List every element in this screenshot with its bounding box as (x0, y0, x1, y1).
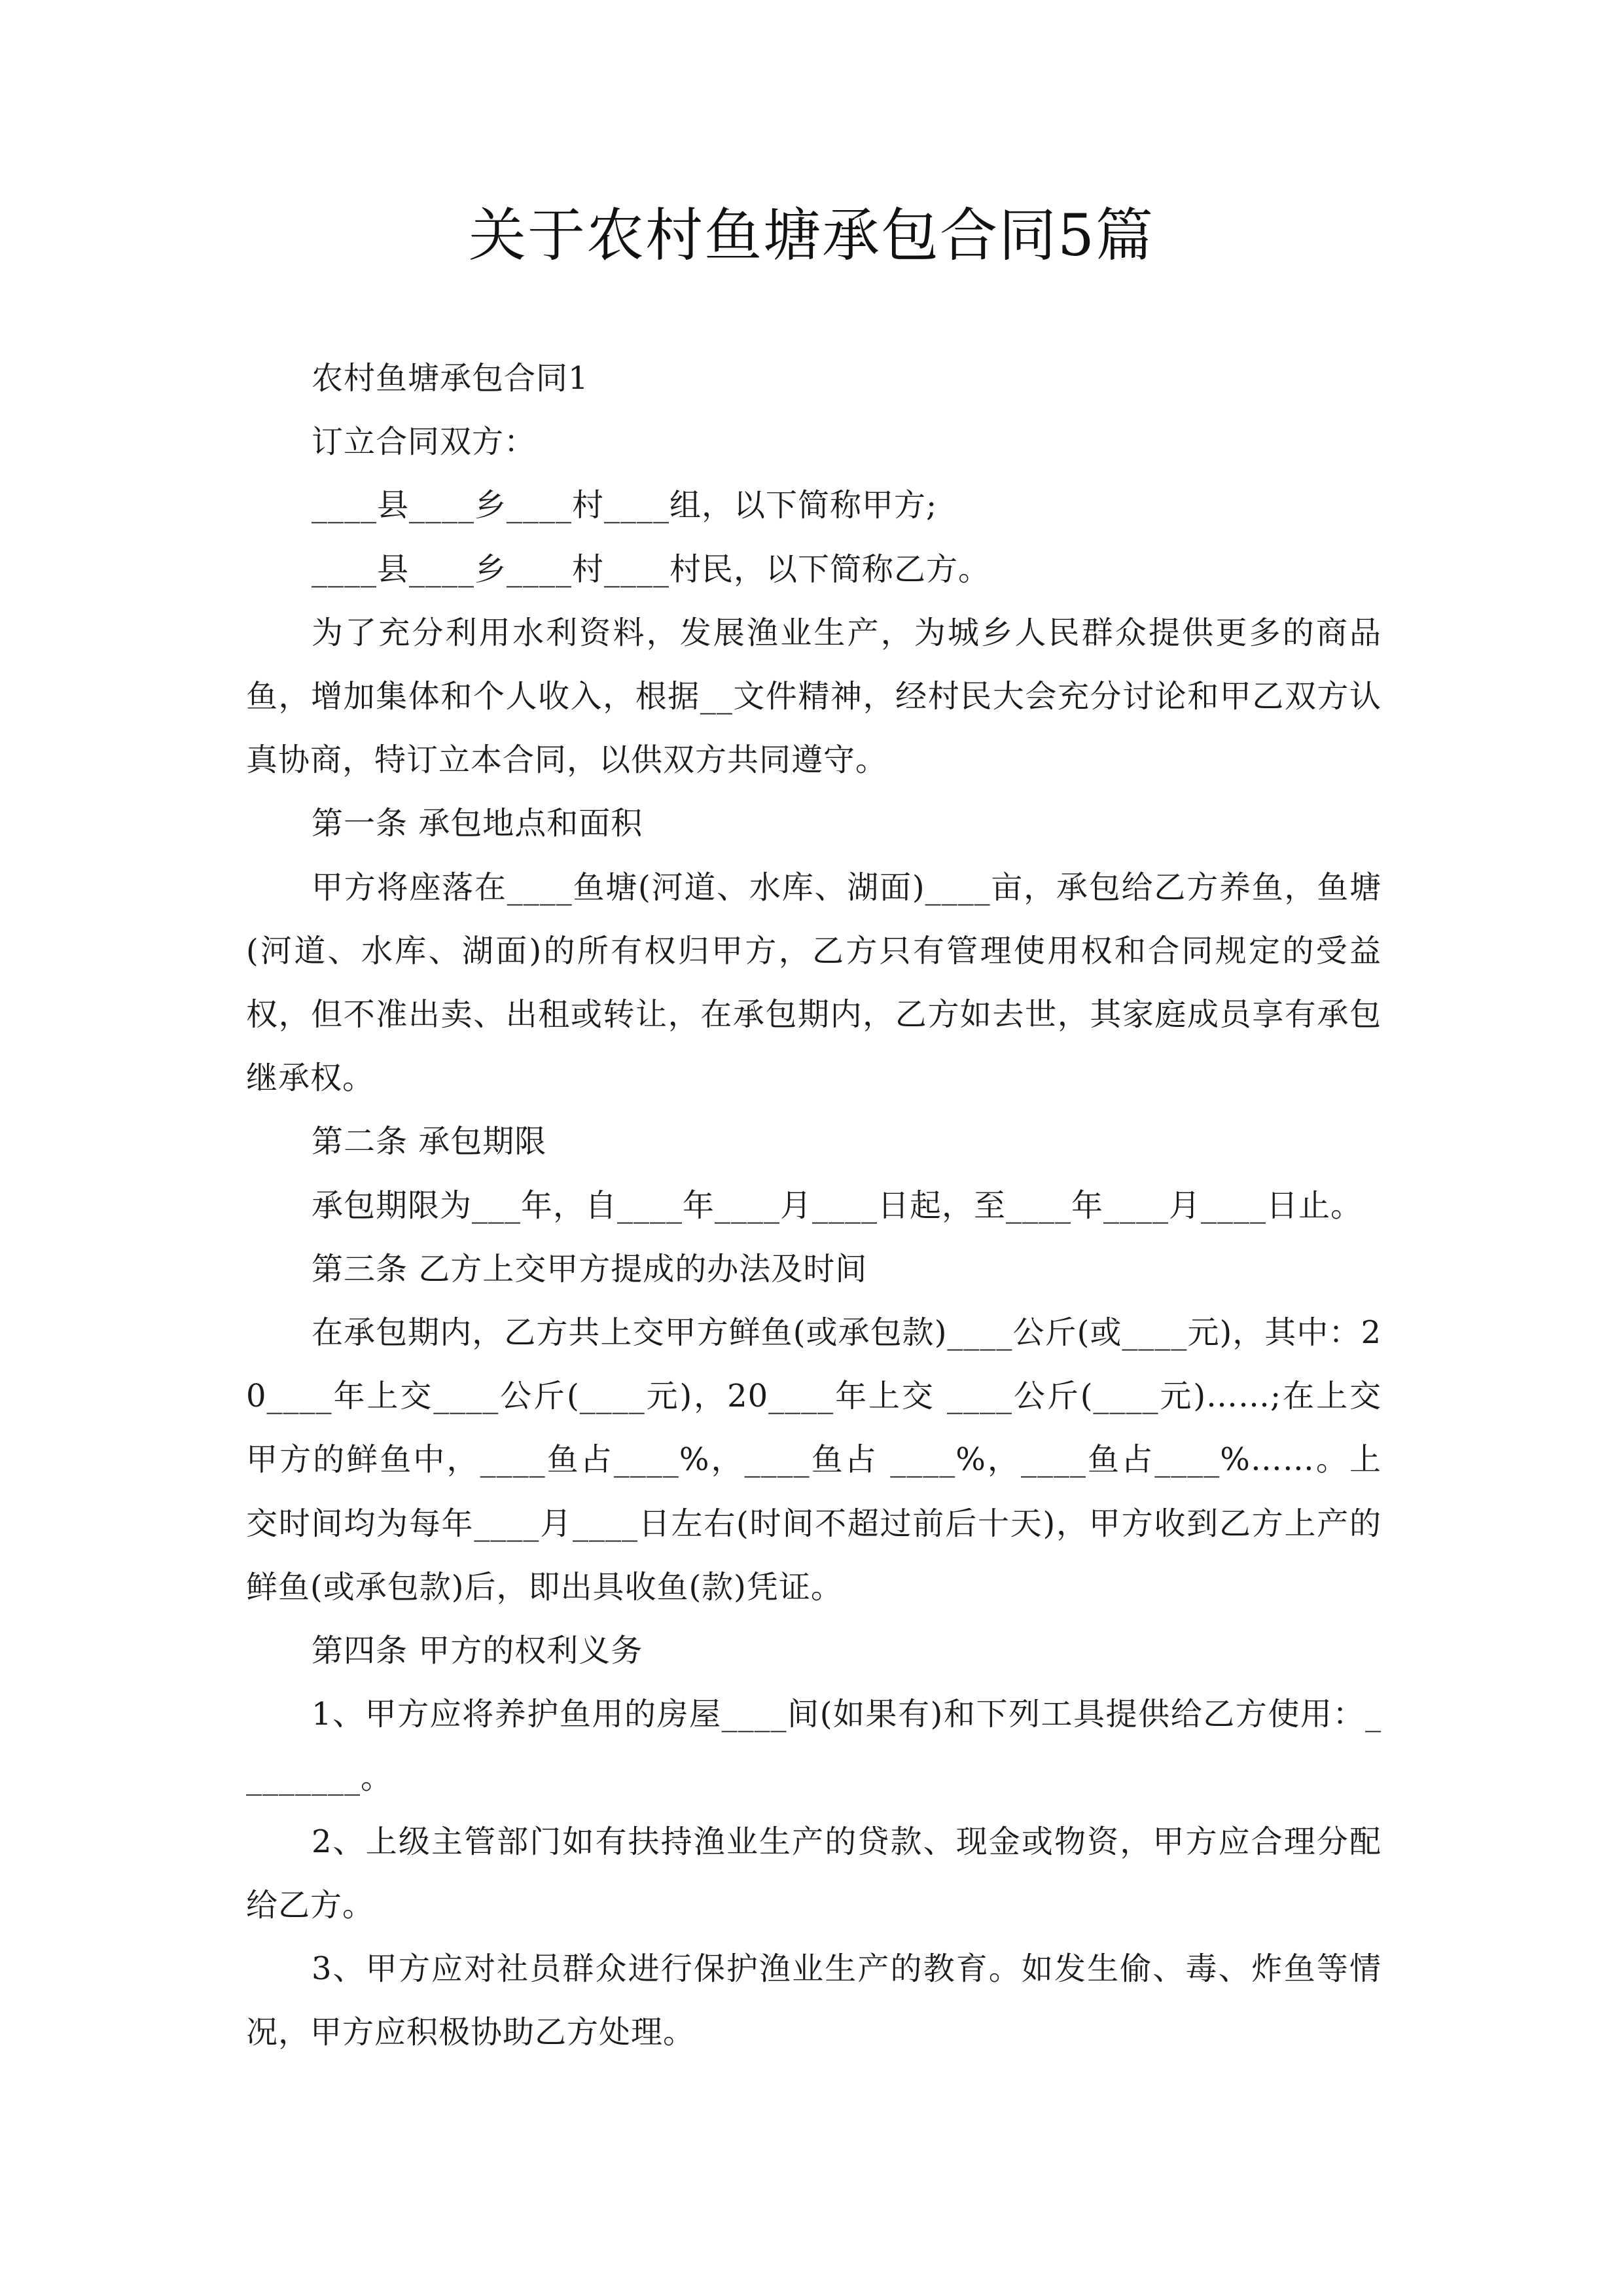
article-1-heading: 第一条 承包地点和面积 (312, 805, 643, 842)
article-4-item-2: 2、上级主管部门如有扶持渔业生产的贷款、现金或物资，甲方应合理分配给乙方。 (246, 1823, 1382, 1924)
article-4-item-3: 3、甲方应对社员群众进行保护渔业生产的教育。如发生偷、毒、炸鱼等情况，甲方应积极协助乙方处理。 (246, 1950, 1382, 2051)
party-b-line: ____县____乡____村____村民，以下简称乙方。 (312, 550, 991, 588)
document-title: 关于农村鱼塘承包合同5篇 (469, 202, 1154, 269)
party-a-line: ____县____乡____村____组，以下简称甲方; (312, 487, 938, 524)
article-2-body: 承包期限为___年，自____年____月____日起，至____年____月____日止。 (312, 1187, 1363, 1224)
article-3-heading: 第三条 乙方上交甲方提成的办法及时间 (312, 1250, 868, 1287)
preamble-paragraph: 为了充分利用水利资料，发展渔业生产，为城乡人民群众提供更多的商品鱼，增加集体和个人收入，根据__文件精神，经村民大会充分讨论和甲乙双方认真协商，特订立本合同，以供双方共同遵守。 (246, 614, 1382, 779)
section-heading-contract-1: 农村鱼塘承包合同1 (312, 360, 589, 397)
parties-heading: 订立合同双方： (312, 423, 537, 461)
document-body (246, 347, 1382, 2064)
article-4-item-1: 1、甲方应将养护鱼用的房屋____间(如果有)和下列工具提供给乙方使用：________。 (246, 1696, 1382, 1797)
article-3-body: 在承包期内，乙方共上交甲方鲜鱼(或承包款)____公斤(或____元)，其中：20____年上交____公斤(____元)，20____年上交 ____公斤(____元)……;在上交甲方的鲜鱼中，____鱼占____%，____鱼占 ____%，____鱼占____%……。上交时间均为每年____月____日左右(时间不超过前后十天)，甲方收到乙方上产的鲜鱼(或承包款)后，即出具收鱼(款)凭证。 (246, 1314, 1382, 1605)
article-1-body: 甲方将座落在____鱼塘(河道、水库、湖面)____亩，承包给乙方养鱼，鱼塘(河道、水库、湖面)的所有权归甲方，乙方只有管理使用权和合同规定的受益权，但不准出卖、出租或转让，在承包期内，乙方如去世，其家庭成员享有承包继承权。 (246, 869, 1382, 1097)
article-2-heading: 第二条 承包期限 (312, 1123, 547, 1160)
article-4-heading: 第四条 甲方的权利义务 (312, 1632, 643, 1670)
